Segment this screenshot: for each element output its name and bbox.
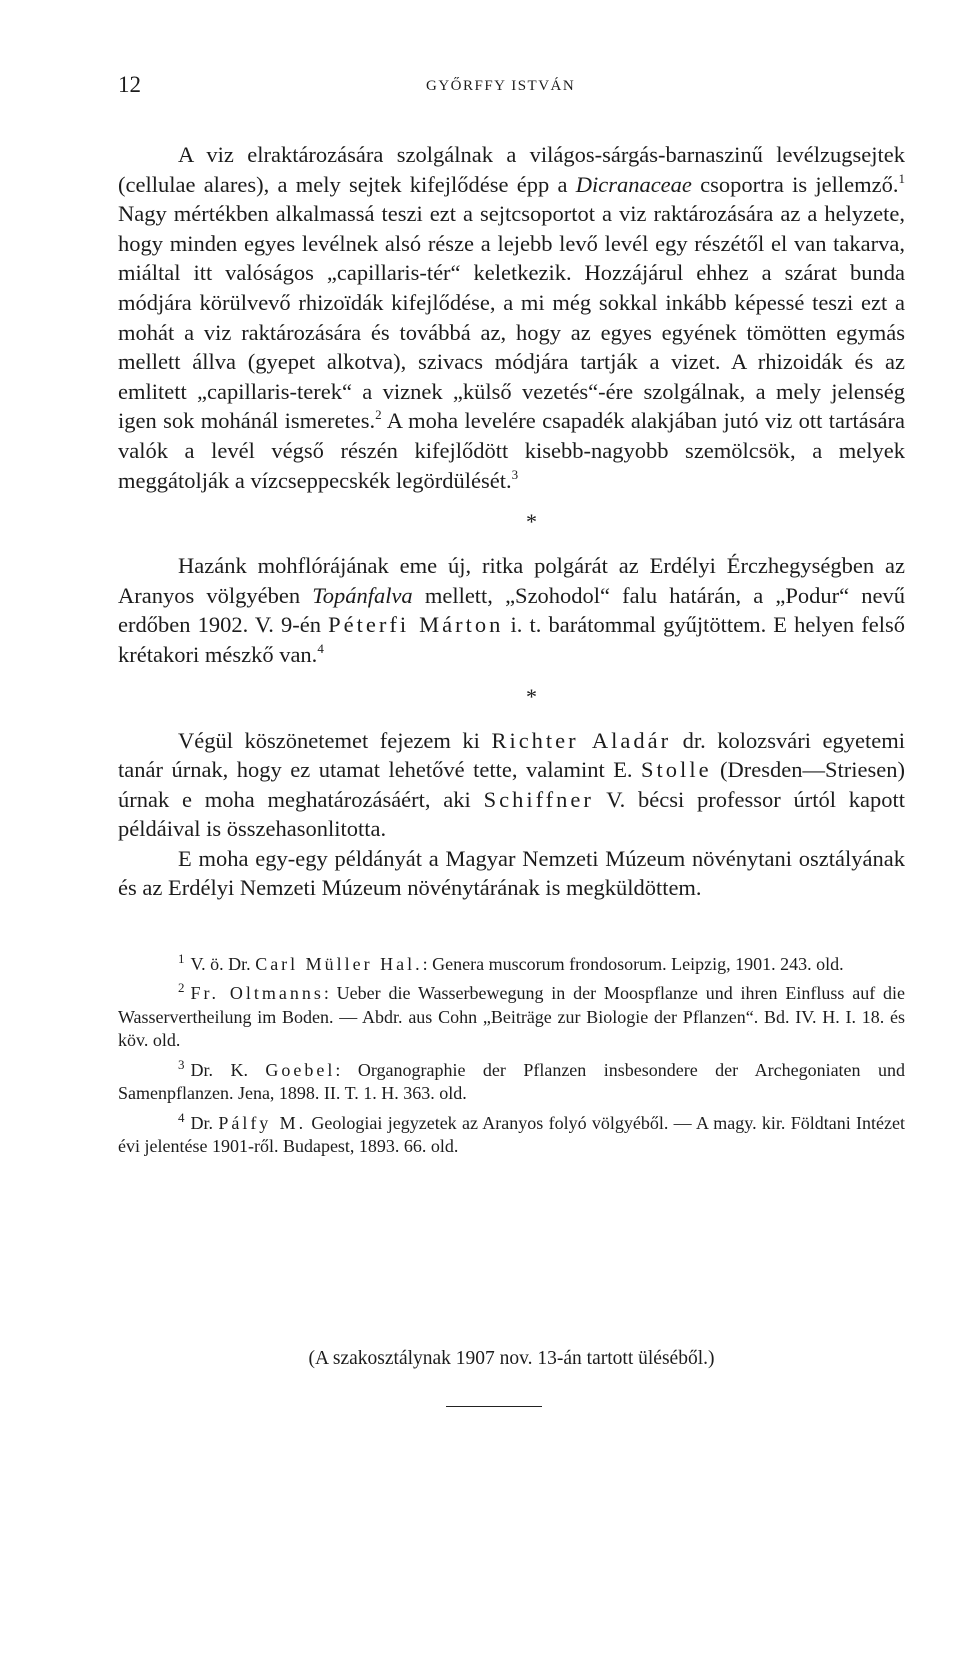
paragraph-specimens: E moha egy-egy példányát a Magyar Nemzeti Múzeum növénytani osztályának és az Erdélyi Nemzeti Múzeum növénytárának is megküldöttem. [118, 845, 905, 901]
footnote-mark: 3 [178, 1056, 185, 1072]
text-run: Dr. [190, 1112, 219, 1133]
text-run: csoportra is jellemző. [691, 171, 899, 197]
place-name: Topánfalva [312, 582, 413, 608]
footnote-2 [118, 976, 905, 1052]
footnote-ref: 4 [317, 640, 324, 656]
author-name: Pálfy M. [218, 1112, 307, 1133]
footnote-4 [118, 1106, 905, 1159]
session-note: (A szakosztálynak 1907 nov. 13-án tartott üléséből.) [308, 1348, 715, 1369]
text-run: : Ueber die Wasserbewegung in der Moospflanze und ihren Einfluss auf die Wasservertheilung im Boden. — Abdr. aus Cohn „Beiträge zur Biologie der Pflanzen“. Bd. IV. H. I. 18. és köv. old. [118, 983, 906, 1051]
footnote-ref: 2 [375, 407, 382, 423]
paragraph-acknowledgement [118, 726, 905, 844]
text-run: : Genera muscorum frondosorum. Leipzig, 1901. 243. old. [422, 954, 844, 975]
author-name: Fr. Oltmanns [190, 983, 324, 1004]
footnote-mark: 1 [178, 951, 185, 967]
footnotes [118, 947, 905, 1158]
text-run: A moha levelére csapadék alakjában jutó viz ott tartására valók a levél végső részén kifejlődött kisebb-nagyobb szemölcsök, a melyek meggátolják a vízcseppecskék legördülését. [118, 408, 905, 493]
text-run: A viz elraktározására szolgálnak a világos-sárgás-barnaszinű levélzugsejtek (cellulae alares), a mely sejtek kifejlődése épp a [118, 142, 905, 197]
text-run: Hazánk mohflórájának eme új, ritka polgárát az Erdélyi Érczhegységben az Aranyos völgyében [118, 553, 905, 608]
text-run: Geologiai jegyzetek az Aranyos folyó völgyéből. — A magy. kir. Földtani Intézet évi jelentése 1901-ről. Budapest, 1893. 66. old. [118, 1112, 906, 1156]
text-run: (Dresden—Striesen) úrnak e moha meghatározásáért, aki [118, 757, 905, 812]
text-run: V. bécsi professor úrtól kapott példáival is összehasonlitotta. [118, 786, 906, 842]
text-run: dr. kolozsvári egyetemi tanár úrnak, hogy ez utamat lehetővé tette, valamint E. [118, 727, 905, 783]
text-run: mellett, „Szohodol“ falu határán, a „Podur“ nevű erdőben 1902. V. 9-én [118, 582, 905, 638]
person-name: Péterfi Márton [328, 612, 504, 638]
footnote-ref: 3 [511, 466, 519, 482]
footnote-3 [118, 1053, 905, 1106]
author-name: Carl Müller Hal. [255, 954, 423, 975]
text-run: i. t. barátommal gyűjtöttem. E helyen felső krétakori mészkő van. [118, 612, 905, 667]
section-separator: * [526, 683, 537, 709]
text-run: : Organographie der Pflanzen insbesondere der Archegoniaten und Samenpflanzen. Jena, 1898. II. T. 1. H. 363. old. [118, 1059, 905, 1104]
person-name: Schiffner [483, 786, 594, 812]
taxon-name: Dicranaceae [575, 171, 692, 197]
page-header [118, 72, 900, 102]
footnote-mark: 2 [178, 980, 185, 996]
closing-rule [446, 1406, 542, 1407]
text-run: Végül köszönetemet fejezem ki [178, 727, 492, 753]
footnote-ref: 1 [898, 170, 905, 186]
footnote-1 [118, 947, 905, 976]
text-run: V. ö. Dr. [190, 954, 256, 975]
person-name: Richter Aladár [491, 727, 672, 753]
running-head: GYŐRFFY ISTVÁN [426, 78, 576, 94]
paragraph-locality [118, 551, 905, 669]
section-separator: * [526, 509, 537, 535]
footnote-mark: 4 [178, 1109, 185, 1125]
main-text [118, 140, 905, 1158]
paragraph-water-storage [118, 140, 905, 495]
text-run: Nagy mértékben alkalmassá teszi ezt a sejtcsoportot a viz raktározására az a helyzete, hogy minden egyes levélnek alsó része a lejebb levő levél egy részétől el van takarva, miáltal itt valóságos „capillaris-tér“ keletkezik. Hozzájárul ehhez a szárat bunda módjára körülvevő rhizoïdák kifejlődése, a mi még sokkal inkább képessé teszi ezt a mohát a viz raktározására és továbbá az, hogy az egyes egyének tömötten egymás mellett állva (gyepet alkotva), szivacs módjára tartják a vizet. A rhizoidák és az emlitett „capillaris-terek“ a viznek „külső vezetés“-ére szolgálnak, a mely jelenség igen sok mohánál ismeretes. [118, 201, 905, 434]
person-name: Stolle [641, 757, 712, 783]
page-number: 12 [118, 72, 141, 97]
text-run: Dr. K. [190, 1059, 266, 1080]
author-name: Goebel [265, 1059, 336, 1080]
